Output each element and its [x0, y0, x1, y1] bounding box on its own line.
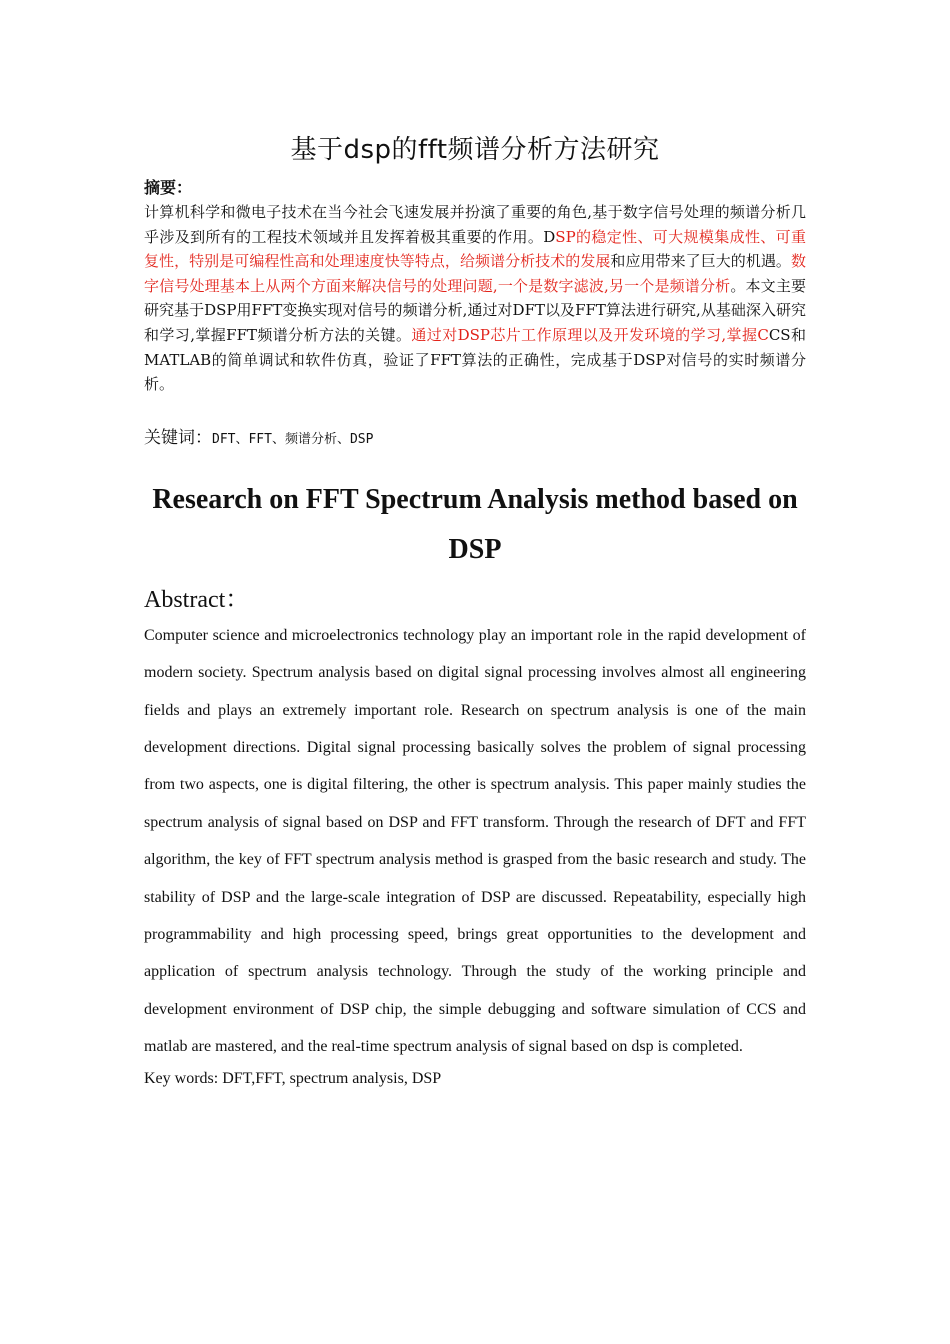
chinese-abstract-highlight: 通过对DSP芯片工作原理以及开发环境的学习,掌握C — [411, 325, 769, 344]
chinese-keywords — [144, 425, 806, 453]
english-title: Research on FFT Spectrum Analysis method based on DSP — [152, 483, 798, 565]
chinese-abstract-highlight: 数字信号处理基本上从两个方面来解决信号的处理问题,一个是数字滤波,另一个是频谱分析 — [144, 252, 806, 295]
english-keywords: Key words: DFT,FFT, spectrum analysis, DSP — [144, 1069, 442, 1087]
chinese-abstract-label: 摘要： — [144, 178, 193, 197]
chinese-keywords-values: DFT、FFT、频谱分析、DSP — [212, 431, 374, 447]
document-page — [144, 128, 806, 1090]
chinese-abstract-segment: 和应用带来了巨大的机遇。 — [610, 252, 791, 271]
chinese-abstract-segment: 。本文主要研究基于DSP用FFT变换实现对信号的频谱分析,通过对DFT以及FFT算法进行研究,从基础深入研究和学习,掌握FFT频谱分析方法的关键。 — [144, 276, 806, 344]
chinese-abstract-segment: 计算机科学和微电子技术在当今社会飞速发展并扮演了重要的角色,基于数字信号处理的频谱分析几乎涉及到所有的工程技术领域并且发挥着极其重要的作用。D — [144, 203, 806, 246]
chinese-abstract-segment: CS和MATLAB的简单调试和软件仿真，验证了FFT算法的正确性，完成基于DSP对信号的实时频谱分析。 — [144, 325, 806, 394]
chinese-abstract-highlight: SP的稳定性、可大规模集成性、可重复性，特别是可编程性高和处理速度快等特点，给频谱分析技术的发展 — [144, 227, 807, 271]
english-abstract: Computer science and microelectronics technology play an important role in the rapid development of modern society. Spectrum analysis based on digital signal processing involves almost all engineering fields and plays an extremely important role. Research on spectrum analysis is one of the main development directions. Digital signal processing basically solves the problem of signal processing from two aspects, one is digital filtering, the other is spectrum analysis. This paper mainly studies the spectrum analysis of signal based on DSP and FFT transform. Through the research of DFT and FFT algorithm, the key of FFT spectrum analysis method is grasped from the basic research and study. The stability of DSP and the large-scale integration of DSP are discussed. Repeatability, especially high programmability and high processing speed, brings great opportunities to the development and application of spectrum analysis technology. Through the study of the working principle and development environment of DSP chip, the simple debugging and software simulation of CCS and matlab are mastered, and the real-time spectrum analysis of signal based on dsp is completed. — [144, 626, 806, 1056]
english-abstract-label: Abstract： — [144, 586, 250, 613]
chinese-keywords-label: 关键词： — [144, 427, 212, 448]
chinese-abstract — [144, 200, 806, 397]
chinese-title: 基于dsp的fft频谱分析方法研究 — [290, 135, 660, 165]
